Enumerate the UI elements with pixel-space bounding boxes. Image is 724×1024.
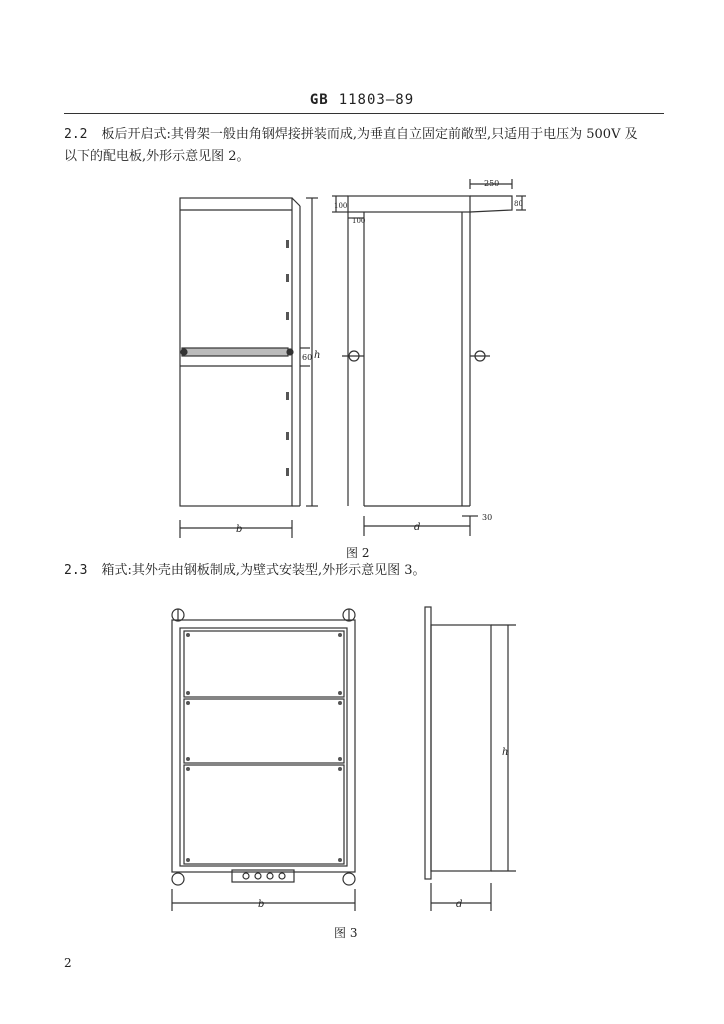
header-rule <box>64 113 664 114</box>
cabinet-side-outline <box>431 625 491 871</box>
document-header <box>0 92 724 108</box>
fig2-label-h: h <box>314 350 321 361</box>
page-number: 2 <box>64 956 72 970</box>
standard-number: 11803—89 <box>338 92 415 108</box>
section-text: 板后开启式:其骨架一般由角钢焊接拼装而成,为垂直自立固定前敞型,只适用于电压为 500V 及 <box>101 127 638 142</box>
hinges <box>286 240 289 476</box>
fig2-dim-250: 250 <box>484 179 500 188</box>
section-2-2-line1 <box>64 124 674 146</box>
figure-3-drawing <box>0 595 724 925</box>
fig3-label-h: h <box>502 747 509 758</box>
standard-code: GB <box>309 92 329 108</box>
section-number: 2.2 <box>64 127 88 142</box>
fig2-dim-100-side: 100 <box>352 217 366 225</box>
section-number: 2.3 <box>64 563 88 578</box>
figure-3-caption: 图 3 <box>334 926 358 940</box>
fig2-dim-100-top: 100 <box>334 202 348 210</box>
section-text: 箱式:其外壳由钢板制成,为壁式安装型,外形示意见图 3。 <box>101 563 426 578</box>
fig2-dim-60: 60 <box>302 353 313 362</box>
figure-2-drawing <box>0 170 724 560</box>
fig3-label-d: d <box>456 899 463 910</box>
section-2-2 <box>64 124 674 168</box>
section-2-3 <box>64 560 674 582</box>
fig2-label-b: b <box>236 524 243 535</box>
fig2-dim-30: 30 <box>482 513 493 522</box>
section-2-2-line2 <box>64 146 674 168</box>
section-text-continued: 以下的配电板,外形示意见图 2。 <box>64 149 250 164</box>
fig3-label-b: b <box>258 899 265 910</box>
cabinet-front-outline <box>172 620 355 872</box>
fig2-label-d: d <box>414 522 421 533</box>
side-mounting-plate <box>425 607 431 879</box>
compartment-1 <box>184 631 344 697</box>
compartment-2 <box>184 699 344 763</box>
center-rail <box>182 348 288 356</box>
figure-2-caption: 图 2 <box>346 546 370 560</box>
compartment-3 <box>184 765 344 864</box>
fig2-dim-80: 80 <box>514 200 523 208</box>
